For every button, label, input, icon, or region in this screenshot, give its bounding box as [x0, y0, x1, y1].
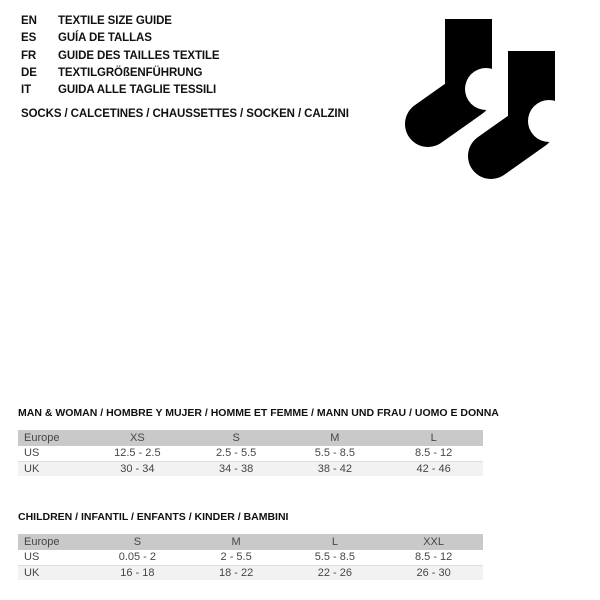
size-cell: 5.5 - 8.5: [286, 550, 385, 565]
header-cell-region: Europe: [18, 534, 88, 550]
language-guide-title: GUIDA ALLE TAGLIE TESSILI: [58, 84, 217, 97]
sock-front-shape: [491, 51, 570, 156]
header-cell-size-xs: XS: [88, 430, 187, 446]
table-row-uk: [18, 565, 483, 580]
category-title: SOCKS / CALCETINES / CHAUSSETTES / SOCKEN / CALZINI: [21, 108, 349, 120]
size-cell: 34 - 38: [187, 461, 286, 476]
sock-heel-notch: [465, 68, 507, 110]
language-guide-title: GUÍA DE TALLAS: [58, 32, 152, 45]
language-row: [21, 65, 220, 82]
size-cell: 2.5 - 5.5: [187, 446, 286, 461]
adults-table-title: MAN & WOMAN / HOMBRE Y MUJER / HOMME ET FEMME / MANN UND FRAU / UOMO E DONNA: [18, 407, 499, 419]
language-row: [21, 30, 220, 47]
children-table-title: CHILDREN / INFANTIL / ENFANTS / KINDER / BAMBINI: [18, 511, 289, 523]
row-label: UK: [18, 565, 88, 580]
size-cell: 0.05 - 2: [88, 550, 187, 565]
adults-size-table: [18, 430, 483, 476]
size-cell: 16 - 18: [88, 565, 187, 580]
row-label: UK: [18, 461, 88, 476]
language-code: IT: [21, 84, 32, 97]
size-cell: 2 - 5.5: [187, 550, 286, 565]
row-label: US: [18, 550, 88, 565]
language-guide-title: TEXTILE SIZE GUIDE: [58, 15, 172, 27]
size-table-section-children: [18, 511, 483, 580]
size-table-section-adults: [18, 407, 499, 476]
size-cell: 26 - 30: [384, 565, 483, 580]
language-row: [21, 48, 220, 65]
row-label: US: [18, 446, 88, 461]
size-cell: 22 - 26: [286, 565, 385, 580]
language-row: [21, 13, 220, 30]
size-cell: 12.5 - 2.5: [88, 446, 187, 461]
language-code: DE: [21, 66, 37, 79]
sock-heel-notch: [528, 100, 570, 142]
header-cell-size-m: M: [187, 534, 286, 550]
language-code: FR: [21, 49, 37, 62]
children-size-table: [18, 534, 483, 580]
table-row-uk: [18, 461, 483, 476]
header-cell-size-xxl: XXL: [384, 534, 483, 550]
table-row-us: [18, 550, 483, 565]
sock-back-shape: [428, 19, 507, 124]
language-guide-title: TEXTILGRÖßENFÜHRUNG: [58, 66, 203, 79]
size-cell: 38 - 42: [286, 461, 385, 476]
size-cell: 8.5 - 12: [384, 446, 483, 461]
size-cell: 42 - 46: [384, 461, 483, 476]
language-code: EN: [21, 15, 37, 27]
header-cell-size-s: S: [187, 430, 286, 446]
header-cell-size-s: S: [88, 534, 187, 550]
header-cell-size-l: L: [286, 534, 385, 550]
language-list: [21, 13, 220, 99]
table-header-row: [18, 430, 483, 446]
table-row-us: [18, 446, 483, 461]
header-cell-size-m: M: [286, 430, 385, 446]
table-header-row: [18, 534, 483, 550]
language-row: [21, 82, 220, 99]
size-cell: 8.5 - 12: [384, 550, 483, 565]
socks-icon: [400, 10, 570, 185]
header-cell-size-l: L: [384, 430, 483, 446]
language-code: ES: [21, 32, 37, 45]
size-cell: 30 - 34: [88, 461, 187, 476]
size-cell: 5.5 - 8.5: [286, 446, 385, 461]
size-cell: 18 - 22: [187, 565, 286, 580]
header-cell-region: Europe: [18, 430, 88, 446]
language-guide-title: GUIDE DES TAILLES TEXTILE: [58, 49, 220, 62]
